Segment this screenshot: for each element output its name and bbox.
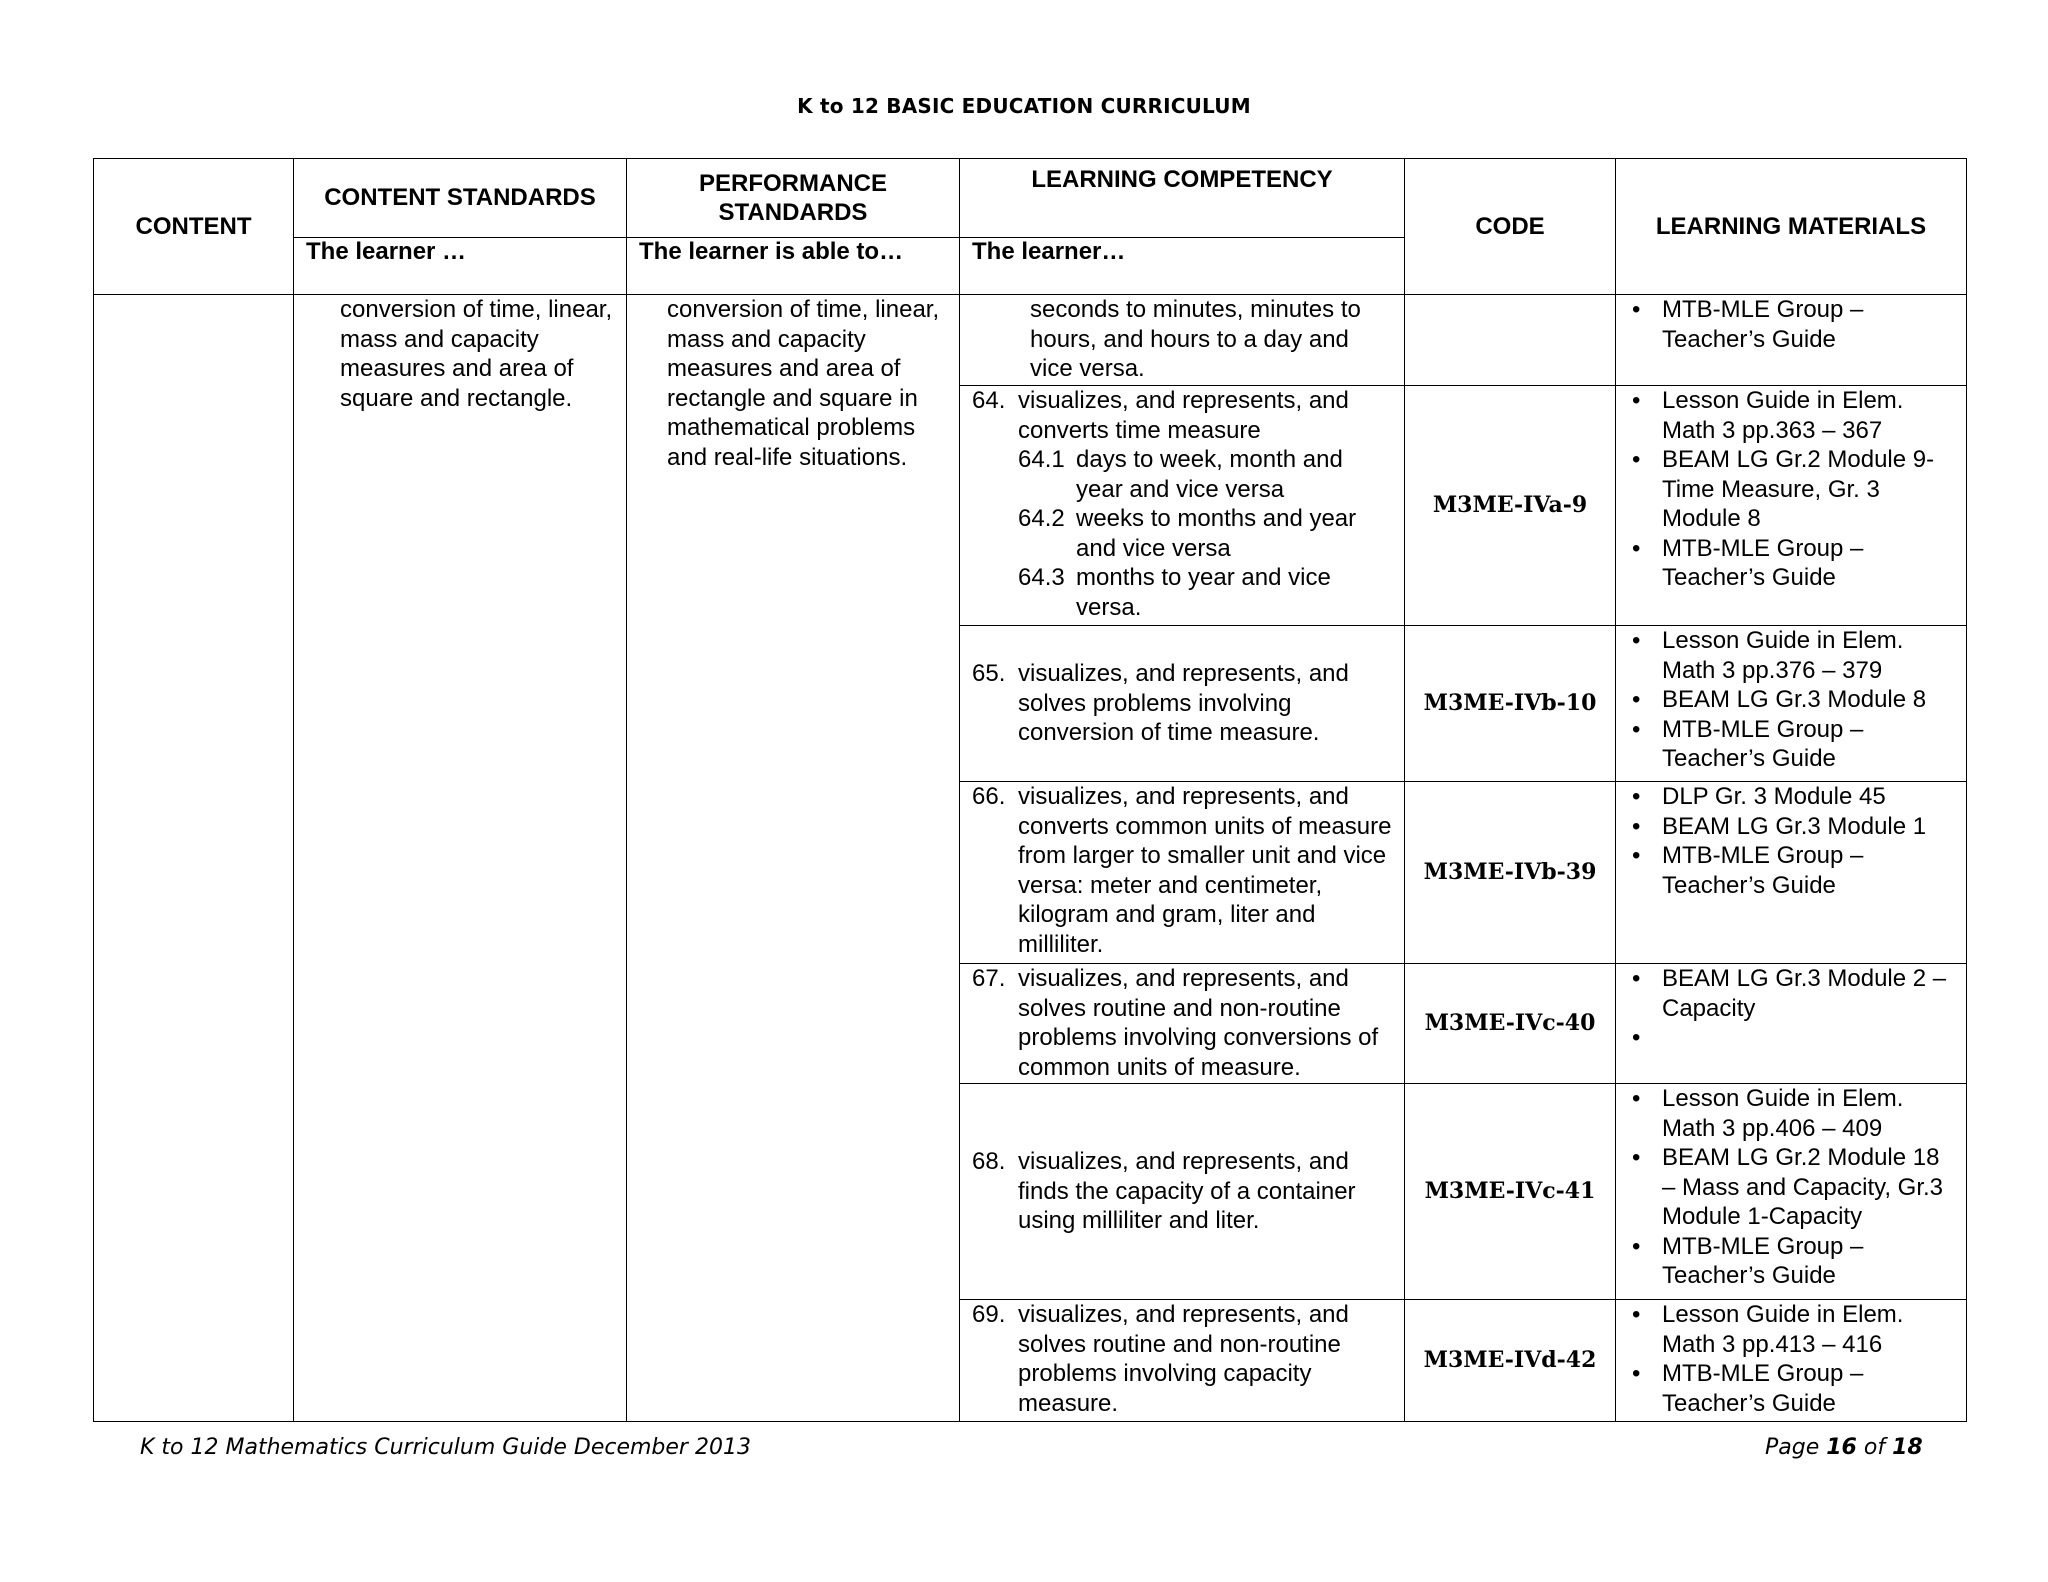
- material-item: • MTB-MLE Group – Teacher’s Guide: [1628, 841, 1956, 900]
- header-content: CONTENT: [94, 159, 294, 295]
- competency-text: visualizes, and represents, and converts time measure: [1018, 387, 1349, 444]
- materials-cell: [1616, 1084, 1967, 1300]
- materials-cell: [1616, 386, 1967, 626]
- competency-text: visualizes, and represents, and converts common units of measure from larger to smaller unit and vice versa: meter and centimeter, kilogram and gram, liter and milliliter.: [1018, 783, 1392, 958]
- competency-text: visualizes, and represents, and solves routine and non-routine problems involving capacity measure.: [1018, 1301, 1349, 1417]
- materials-list: [1628, 386, 1956, 593]
- header-content-standards: CONTENT STANDARDS: [294, 159, 627, 238]
- material-item: • MTB-MLE Group – Teacher’s Guide: [1628, 295, 1956, 354]
- subitem-text: weeks to months and year and vice versa: [1076, 505, 1357, 562]
- material-item: • BEAM LG Gr.2 Module 9-Time Measure, Gr. 3 Module 8: [1628, 445, 1956, 534]
- competency-cell: [960, 386, 1405, 626]
- header-code: CODE: [1405, 159, 1616, 295]
- page-total: 18: [1892, 1435, 1923, 1460]
- competency-cell: [960, 1300, 1405, 1422]
- materials-cell: [1616, 964, 1967, 1084]
- material-item: • BEAM LG Gr.3 Module 8: [1628, 685, 1956, 715]
- page-of-label: of: [1863, 1435, 1886, 1460]
- page-current: 16: [1826, 1435, 1857, 1460]
- subitem-text: days to week, month and year and vice versa: [1076, 446, 1343, 503]
- competency-text: visualizes, and represents, and solves routine and non-routine problems involving conversions of common units of measure.: [1018, 965, 1379, 1081]
- footer-page-number: [1765, 1435, 1923, 1460]
- subitem-number: 64.2: [1018, 505, 1065, 532]
- table-row: [94, 295, 1967, 386]
- material-item: • Lesson Guide in Elem. Math 3 pp.413 – 416: [1628, 1300, 1956, 1359]
- competency-cell: [960, 626, 1405, 782]
- document-title: K to 12 BASIC EDUCATION CURRICULUM: [797, 94, 1251, 118]
- material-item: • Lesson Guide in Elem. Math 3 pp.406 – 409: [1628, 1084, 1956, 1143]
- material-item: • DLP Gr. 3 Module 45: [1628, 782, 1956, 812]
- competency-cell: [960, 295, 1405, 386]
- competency-cell: [960, 782, 1405, 964]
- material-item: [1628, 1023, 1956, 1053]
- code-cell: M3ME-IVb-10: [1405, 626, 1616, 782]
- competency-cell: [960, 964, 1405, 1084]
- material-item: • BEAM LG Gr.2 Module 18 – Mass and Capacity, Gr.3 Module 1-Capacity: [1628, 1143, 1956, 1232]
- curriculum-table: [93, 158, 1967, 1422]
- material-item: • MTB-MLE Group – Teacher’s Guide: [1628, 1359, 1956, 1418]
- performance-standards-cell: conversion of time, linear, mass and capacity measures and area of rectangle and square in mathematical problems and real-life situations.: [627, 295, 960, 1422]
- competency-text: visualizes, and represents, and finds the capacity of a container using milliliter and liter.: [1018, 1148, 1356, 1235]
- material-item: • MTB-MLE Group – Teacher’s Guide: [1628, 534, 1956, 593]
- competency-number: 68.: [972, 1148, 1006, 1176]
- content-standards-cell: conversion of time, linear, mass and capacity measures and area of square and rectangle.: [294, 295, 627, 1422]
- subitem-number: 64.1: [1018, 446, 1065, 473]
- materials-cell: [1616, 1300, 1967, 1422]
- materials-cell: [1616, 782, 1967, 964]
- materials-list: [1628, 1084, 1956, 1291]
- materials-list: [1628, 295, 1956, 354]
- competency-continued-text: seconds to minutes, minutes to hours, and hours to a day and vice versa.: [1030, 296, 1361, 382]
- subheader-content-standards: The learner …: [294, 238, 627, 295]
- materials-list: [1628, 964, 1956, 1053]
- material-item: • Lesson Guide in Elem. Math 3 pp.363 – 367: [1628, 386, 1956, 445]
- material-item: • BEAM LG Gr.3 Module 2 – Capacity: [1628, 964, 1956, 1023]
- code-cell: M3ME-IVb-39: [1405, 782, 1616, 964]
- materials-list: [1628, 1300, 1956, 1418]
- material-item: • BEAM LG Gr.3 Module 1: [1628, 812, 1956, 842]
- competency-number: 64.: [972, 387, 1006, 414]
- competency-number: 67.: [972, 965, 1006, 992]
- code-cell: [1405, 295, 1616, 386]
- code-cell: M3ME-IVa-9: [1405, 386, 1616, 626]
- competency-text: visualizes, and represents, and solves problems involving conversion of time measure.: [1018, 660, 1349, 747]
- code-cell: M3ME-IVc-40: [1405, 964, 1616, 1084]
- competency-number: 65.: [972, 660, 1006, 688]
- material-item: • MTB-MLE Group – Teacher’s Guide: [1628, 715, 1956, 774]
- footer-guide-title: K to 12 Mathematics Curriculum Guide December 2013: [140, 1435, 751, 1460]
- materials-cell: [1616, 626, 1967, 782]
- competency-number: 69.: [972, 1301, 1006, 1328]
- material-item: • MTB-MLE Group – Teacher’s Guide: [1628, 1232, 1956, 1291]
- page-label: Page: [1765, 1435, 1820, 1460]
- materials-list: [1628, 626, 1956, 774]
- competency-number: 66.: [972, 783, 1006, 810]
- materials-cell: [1616, 295, 1967, 386]
- subitem-text: months to year and vice versa.: [1076, 564, 1331, 621]
- materials-list: [1628, 782, 1956, 900]
- competency-cell: [960, 1084, 1405, 1300]
- code-cell: M3ME-IVc-41: [1405, 1084, 1616, 1300]
- header-performance-standards: PERFORMANCE STANDARDS: [627, 159, 960, 238]
- header-learning-competency: LEARNING COMPETENCY: [960, 159, 1405, 238]
- code-cell: M3ME-IVd-42: [1405, 1300, 1616, 1422]
- header-learning-materials: LEARNING MATERIALS: [1616, 159, 1967, 295]
- material-item: • Lesson Guide in Elem. Math 3 pp.376 – 379: [1628, 626, 1956, 685]
- subheader-learning-competency: The learner…: [960, 238, 1405, 295]
- content-cell: [94, 295, 294, 1422]
- subitem-number: 64.3: [1018, 564, 1065, 591]
- subheader-performance-standards: The learner is able to…: [627, 238, 960, 295]
